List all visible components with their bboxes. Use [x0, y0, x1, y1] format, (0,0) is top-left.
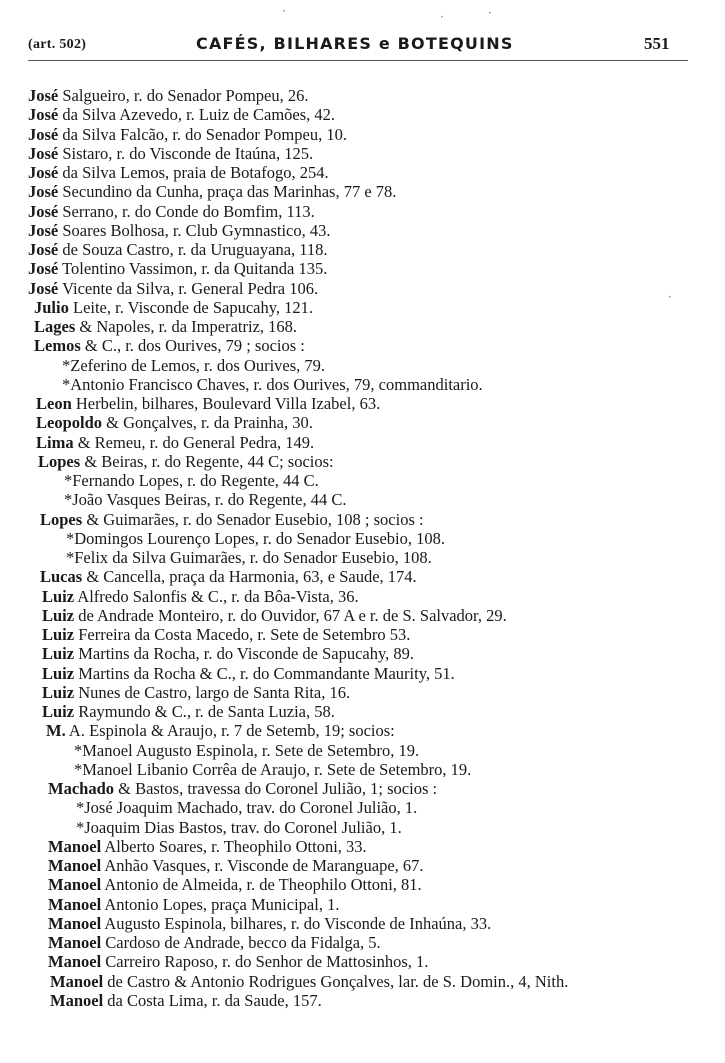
directory-entry	[28, 240, 698, 259]
entry-name: Manoel	[48, 933, 102, 952]
print-speck: ·	[488, 6, 492, 20]
directory-entry	[28, 895, 698, 914]
directory-entry	[28, 221, 698, 240]
entry-details: Soares Bolhosa, r. Club Gymnastico, 43.	[58, 220, 331, 240]
page-number: 551	[644, 34, 670, 53]
entry-details: Antonio Lopes, praça Municipal, 1.	[101, 894, 340, 914]
directory-entry	[28, 105, 698, 124]
directory-entry	[28, 875, 698, 894]
entry-name: Lemos	[34, 336, 81, 356]
directory-entry	[28, 933, 698, 952]
entry-details: Sistaro, r. do Visconde de Itaúna, 125.	[58, 143, 314, 163]
directory-entry	[28, 317, 698, 336]
entry-name: Leon	[36, 394, 72, 413]
entry-details: da Silva Falcão, r. do Senador Pompeu, 10.	[58, 124, 347, 144]
entry-name: José	[28, 143, 59, 163]
directory-entry	[28, 86, 698, 105]
entry-details: *José Joaquim Machado, trav. do Coronel Julião, 1.	[76, 798, 418, 818]
entry-details: *Fernando Lopes, r. do Regente, 44 C.	[64, 471, 319, 490]
entry-details: Salgueiro, r. do Senador Pompeu, 26.	[58, 86, 309, 105]
entry-details: Anhão Vasques, r. Visconde de Maranguape, 67.	[101, 856, 424, 875]
print-speck: ·	[668, 290, 672, 304]
entry-details: Martins da Rocha, r. do Visconde de Sapucahy, 89.	[74, 644, 415, 664]
entry-details: & Remeu, r. do General Pedra, 149.	[73, 432, 315, 452]
directory-entry	[28, 125, 698, 144]
entry-details: & Bastos, travessa do Coronel Julião, 1; socios :	[114, 779, 438, 798]
entry-details: Secundino da Cunha, praça das Marinhas, 77 e 78.	[58, 182, 397, 202]
directory-entry	[28, 760, 698, 779]
entry-name: Manoel	[50, 990, 104, 1010]
entry-details: *Felix da Silva Guimarães, r. do Senador Eusebio, 108.	[66, 548, 432, 567]
directory-entry	[28, 702, 698, 721]
entry-details: Alberto Soares, r. Theophilo Ottoni, 33.	[101, 836, 367, 856]
directory-entry	[28, 779, 698, 798]
entry-details: & Cancella, praça da Harmonia, 63, e Saude, 174.	[82, 567, 417, 587]
entry-name: Machado	[48, 779, 114, 798]
entry-details: de Souza Castro, r. da Uruguayana, 118.	[58, 240, 328, 259]
entry-details: Tolentino Vassimon, r. da Quitanda 135.	[58, 259, 328, 279]
entry-details: *João Vasques Beiras, r. do Regente, 44 C.	[64, 490, 347, 510]
entry-name: José	[28, 259, 59, 279]
directory-entry	[28, 452, 698, 471]
header-rule	[28, 60, 688, 61]
entry-details: Martins da Rocha & C., r. do Commandante Maurity, 51.	[74, 663, 455, 683]
entry-details: Serrano, r. do Conde do Bomfim, 113.	[58, 201, 315, 221]
directory-entry	[28, 510, 698, 529]
directory-entry	[28, 606, 698, 625]
entry-name: Manoel	[48, 894, 102, 914]
directory-entry	[28, 991, 698, 1010]
entry-name: Lopes	[40, 509, 83, 529]
directory-entry	[28, 625, 698, 644]
entry-details: Leite, r. Visconde de Sapucahy, 121.	[68, 297, 314, 317]
entry-details: Ferreira da Costa Macedo, r. Sete de Setembro 53.	[74, 625, 411, 644]
directory-entry	[28, 298, 698, 317]
directory-entry	[28, 356, 698, 375]
directory-entry	[28, 798, 698, 817]
entry-details: *Manoel Libanio Corrêa de Araujo, r. Sete de Setembro, 19.	[74, 759, 472, 779]
entry-name: Manoel	[50, 971, 104, 991]
directory-entry	[28, 972, 698, 991]
directory-entry	[28, 837, 698, 856]
entry-details: Vicente da Silva, r. General Pedra 106.	[58, 278, 319, 298]
entry-details: *Antonio Francisco Chaves, r. dos Ourives, 79, commanditario.	[62, 374, 483, 394]
entry-details: *Joaquim Dias Bastos, trav. do Coronel Julião, 1.	[76, 817, 402, 837]
entry-name: Julio	[34, 297, 69, 317]
directory-entry	[28, 471, 698, 490]
entry-name: Luiz	[42, 625, 75, 644]
entry-name: José	[28, 201, 59, 221]
directory-entry	[28, 683, 698, 702]
directory-entry	[28, 567, 698, 586]
entry-name: Luiz	[42, 644, 75, 664]
entry-details: de Andrade Monteiro, r. do Ouvidor, 67 A e r. de S. Salvador, 29.	[74, 605, 507, 625]
directory-entry	[28, 548, 698, 567]
entry-name: Luiz	[42, 682, 75, 702]
directory-entries	[28, 86, 698, 1010]
directory-entry	[28, 144, 698, 163]
directory-entry	[28, 741, 698, 760]
entry-name: Luiz	[42, 702, 75, 721]
entry-details: Herbelin, bilhares, Boulevard Villa Izabel, 63.	[71, 394, 381, 413]
section-title: CAFÉS, BILHARES e BOTEQUINS	[196, 34, 514, 53]
directory-entry	[28, 914, 698, 933]
directory-entry	[28, 818, 698, 837]
entry-name: Lages	[34, 317, 76, 336]
entry-name: Luiz	[42, 663, 75, 683]
directory-entry	[28, 856, 698, 875]
directory-entry	[28, 529, 698, 548]
entry-name: Lima	[36, 432, 74, 452]
page-header	[28, 34, 688, 56]
directory-entry	[28, 433, 698, 452]
entry-name: José	[28, 240, 59, 259]
entry-name: Leopoldo	[36, 413, 103, 433]
directory-entry	[28, 202, 698, 221]
entry-details: & Napoles, r. da Imperatriz, 168.	[75, 317, 298, 336]
entry-details: *Zeferino de Lemos, r. dos Ourives, 79.	[62, 355, 326, 375]
entry-details: da Silva Lemos, praia de Botafogo, 254.	[58, 163, 329, 182]
entry-name: Manoel	[48, 856, 102, 875]
directory-entry	[28, 413, 698, 432]
entry-details: Cardoso de Andrade, becco da Fidalga, 5.	[101, 933, 381, 952]
directory-entry	[28, 394, 698, 413]
print-speck: ·	[440, 10, 444, 24]
entry-details: de Castro & Antonio Rodrigues Gonçalves, lar. de S. Domin., 4, Nith.	[103, 971, 569, 991]
entry-details: Nunes de Castro, largo de Santa Rita, 16.	[74, 682, 351, 702]
entry-details: & C., r. dos Ourives, 79 ; socios :	[80, 336, 305, 356]
entry-name: Manoel	[48, 952, 102, 972]
directory-entry	[28, 163, 698, 182]
entry-name: José	[28, 124, 59, 144]
entry-details: Alfredo Salonfis & C., r. da Bôa-Vista, 36.	[74, 586, 359, 606]
entry-name: Manoel	[48, 836, 102, 856]
directory-entry	[28, 490, 698, 509]
print-speck: ·	[282, 4, 286, 18]
entry-details: & Gonçalves, r. da Prainha, 30.	[102, 413, 313, 433]
entry-name: Luiz	[42, 586, 75, 606]
entry-details: *Domingos Lourenço Lopes, r. do Senador Eusebio, 108.	[66, 528, 445, 548]
entry-name: Manoel	[48, 913, 102, 933]
entry-name: José	[28, 86, 59, 105]
entry-name: Luiz	[42, 605, 75, 625]
entry-details: da Silva Azevedo, r. Luiz de Camões, 42.	[58, 105, 336, 125]
directory-entry	[28, 259, 698, 278]
directory-entry	[28, 587, 698, 606]
entry-name: José	[28, 278, 59, 298]
entry-details: Raymundo & C., r. de Santa Luzia, 58.	[74, 702, 335, 721]
directory-entry	[28, 952, 698, 971]
entry-name: José	[28, 220, 59, 240]
directory-entry	[28, 721, 698, 740]
directory-entry	[28, 644, 698, 663]
directory-entry	[28, 664, 698, 683]
directory-entry	[28, 182, 698, 201]
directory-entry	[28, 375, 698, 394]
entry-name: Manoel	[48, 875, 102, 895]
entry-details: Antonio de Almeida, r. de Theophilo Ottoni, 81.	[101, 875, 422, 895]
entry-name: M.	[46, 721, 66, 741]
entry-details: *Manoel Augusto Espinola, r. Sete de Setembro, 19.	[74, 740, 420, 760]
article-reference: (art. 502)	[28, 37, 87, 52]
entry-name: Lopes	[38, 451, 81, 471]
directory-entry	[28, 279, 698, 298]
entry-details: & Beiras, r. do Regente, 44 C; socios:	[80, 451, 334, 471]
entry-details: da Costa Lima, r. da Saude, 157.	[103, 990, 322, 1010]
entry-name: Lucas	[40, 567, 83, 587]
entry-name: José	[28, 182, 59, 202]
directory-entry	[28, 336, 698, 355]
entry-details: A. Espinola & Araujo, r. 7 de Setemb, 19; socios:	[65, 721, 395, 741]
entry-details: & Guimarães, r. do Senador Eusebio, 108 ; socios :	[82, 509, 424, 529]
entry-name: José	[28, 105, 59, 125]
entry-details: Augusto Espinola, bilhares, r. do Visconde de Inhaúna, 33.	[101, 913, 492, 933]
entry-name: José	[28, 163, 59, 182]
entry-details: Carreiro Raposo, r. do Senhor de Mattosinhos, 1.	[101, 952, 429, 972]
